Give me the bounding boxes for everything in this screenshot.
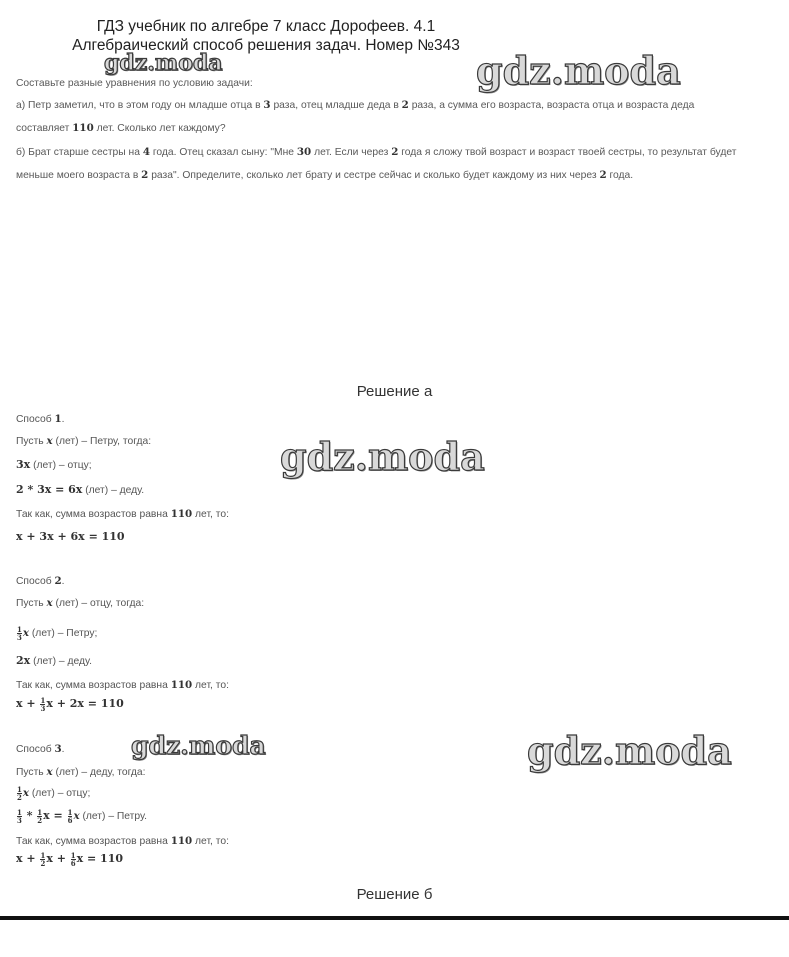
watermark-logo: gdz.moda bbox=[527, 728, 732, 773]
method-1-let: Пусть x (лет) – Петру, тогда: bbox=[16, 435, 152, 447]
method-3-let: Пусть x (лет) – деду, тогда: bbox=[16, 766, 146, 778]
task-a-line1: а) Петр заметил, что в этом году он младше отца в 3 раза, отец младше деда в 2 раза, а сумма его возраста, возраста отца и возраста деда bbox=[16, 99, 695, 111]
method-2-let: Пусть x (лет) – отцу, тогда: bbox=[16, 597, 145, 609]
method-3-father: $\frac{1}{2}$ x (лет) – отцу; bbox=[17, 785, 91, 802]
method-3-title: Способ 3. bbox=[16, 743, 65, 755]
method-3-peter: $\frac{1}{3}$ * $\frac{1}{2}$ x = $\frac{1}{6}$ x (лет) – Петру. bbox=[17, 808, 147, 825]
method-1-since: Так как, сумма возрастов равна 110 лет, то: bbox=[16, 508, 229, 520]
watermark-logo: gdz.moda bbox=[476, 48, 681, 93]
method-2-equation: x + $\frac{1}{3}$ x + 2x = 110 bbox=[16, 696, 124, 713]
method-1-father: 3x (лет) – отцу; bbox=[16, 458, 92, 471]
watermark-logo: gdz.moda bbox=[280, 434, 485, 479]
task-a-line2: составляет 110 лет. Сколько лет каждому? bbox=[16, 122, 226, 134]
page-title-line1: ГДЗ учебник по алгебре 7 класс Дорофеев. 4.1 bbox=[96, 18, 436, 35]
watermark-logo: gdz.moda bbox=[131, 731, 266, 760]
method-1-equation: x + 3x + 6x = 110 bbox=[16, 530, 125, 543]
method-3-equation: x + $\frac{1}{2}$ x + $\frac{1}{6}$ x = 110 bbox=[16, 851, 124, 868]
fraction: $\frac{1}{2}$ bbox=[40, 851, 46, 868]
method-2-since: Так как, сумма возрастов равна 110 лет, то: bbox=[16, 679, 229, 691]
fraction: $\frac{1}{6}$ bbox=[67, 808, 73, 825]
fraction: $\frac{1}{2}$ bbox=[17, 785, 22, 802]
task-b-line2: меньше моего возраста в 2 раза". Определите, сколько лет брату и сестре сейчас и сколько будет каждому из них через 2 года. bbox=[16, 169, 634, 181]
divider bbox=[0, 916, 789, 920]
task-intro: Составьте разные уравнения по условию задачи: bbox=[16, 78, 253, 89]
method-1-grandfather: 2 * 3x = 6x (лет) – деду. bbox=[16, 483, 145, 496]
task-b-line1: б) Брат старше сестры на 4 года. Отец сказал сыну: "Мне 30 лет. Если через 2 года я сложу твой возраст и возраст твоей сестры, то результат будет bbox=[16, 146, 737, 158]
method-1-title: Способ 1. bbox=[16, 413, 65, 425]
method-2-title: Способ 2. bbox=[16, 575, 65, 587]
method-3-since: Так как, сумма возрастов равна 110 лет, то: bbox=[16, 835, 229, 847]
solution-b-heading: Решение б bbox=[356, 886, 433, 903]
method-2-peter: $\frac{1}{3}$ x (лет) – Петру; bbox=[17, 625, 98, 642]
solution-a-heading: Решение а bbox=[356, 383, 433, 400]
fraction: $\frac{1}{2}$ bbox=[37, 808, 43, 825]
page-title-line2: Алгебраический способ решения задач. Номер №343 bbox=[72, 37, 460, 54]
fraction: $\frac{1}{6}$ bbox=[70, 851, 76, 868]
fraction: $\frac{1}{3}$ bbox=[17, 808, 22, 825]
fraction: $\frac{1}{3}$ bbox=[40, 696, 46, 713]
watermark-logo: gdz.moda bbox=[104, 50, 223, 76]
method-2-grandfather: 2x (лет) – деду. bbox=[16, 654, 92, 667]
fraction: $\frac{1}{3}$ bbox=[17, 625, 22, 642]
